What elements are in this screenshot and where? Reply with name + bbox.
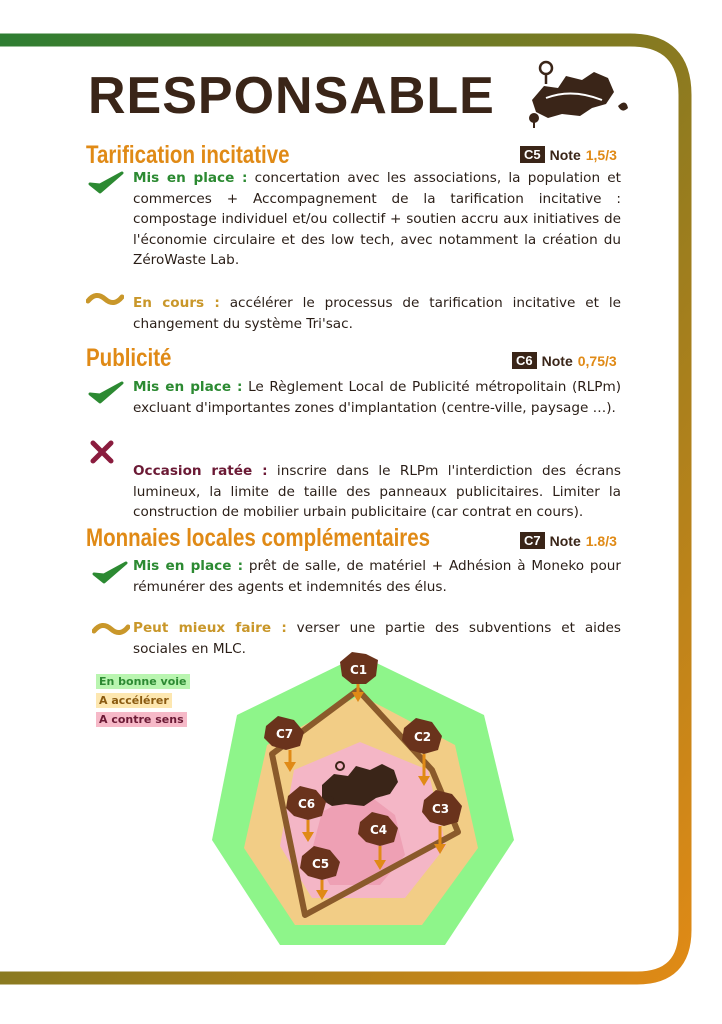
marker-label: C7 xyxy=(276,727,294,741)
marker-label: C5 xyxy=(312,857,330,871)
page-title: RESPONSABLE xyxy=(88,67,495,125)
note-label: Note xyxy=(541,352,573,369)
item-description: concertation avec les associations, la population et commerces + Accompagnement de la tarification incitative : compostage individuel et/ou collectif + soutien accru aux initiatives de l'économie circulaire et des low tech, avec notamment la création du ZéroWaste Lab. xyxy=(133,170,622,268)
criterion-code: C7 xyxy=(520,532,545,549)
criterion-code: C6 xyxy=(512,352,537,369)
marker-label: C2 xyxy=(414,730,432,744)
note-label: Note xyxy=(549,532,581,549)
marker-label: C6 xyxy=(298,797,316,811)
criterion-code: C5 xyxy=(520,146,545,163)
status-label: Mis en place : xyxy=(133,379,243,395)
status-label: Occasion ratée : xyxy=(133,463,268,479)
marker-label: C1 xyxy=(350,663,368,677)
note-score: 0,75/3 xyxy=(577,352,617,369)
item-description: inscrire dans le RLPm l'interdiction des écrans lumineux, la limite de taille des panneaux publicitaires. Limiter la construction de mobilier urbain publicitaire (car contrat en cours). xyxy=(133,463,621,520)
status-label: Mis en place : xyxy=(133,558,244,574)
section-title-monnaies: Monnaies locales complémentaires xyxy=(86,524,431,552)
status-label: Peut mieux faire : xyxy=(133,620,287,636)
legend-medium: A accélérer xyxy=(96,693,172,708)
marker-label: C3 xyxy=(432,802,450,816)
status-label: Mis en place : xyxy=(133,170,248,186)
item-description: prêt de salle, de matériel + Adhésion à Moneko pour rémunérer des agents et indemnités des élus. xyxy=(133,558,621,595)
note-score: 1,5/3 xyxy=(585,146,617,163)
item-description: verser une partie des subventions et aides sociales en MLC. xyxy=(133,620,621,657)
status-label: En cours : xyxy=(133,295,220,311)
section-title-tarification: Tarification incitative xyxy=(86,141,290,169)
item-description: accélérer le processus de tarification incitative et le changement du système Tri'sac. xyxy=(133,295,621,332)
note-label: Note xyxy=(549,146,581,163)
legend-bad: A contre sens xyxy=(96,712,187,727)
item-description: Le Règlement Local de Publicité métropolitain (RLPm) excluant d'importantes zones d'implantation (centre-ville, paysage …). xyxy=(133,379,622,416)
legend-good: En bonne voie xyxy=(96,674,190,689)
note-score: 1.8/3 xyxy=(585,532,617,549)
section-title-publicite: Publicité xyxy=(86,344,172,372)
marker-label: C4 xyxy=(370,823,388,837)
